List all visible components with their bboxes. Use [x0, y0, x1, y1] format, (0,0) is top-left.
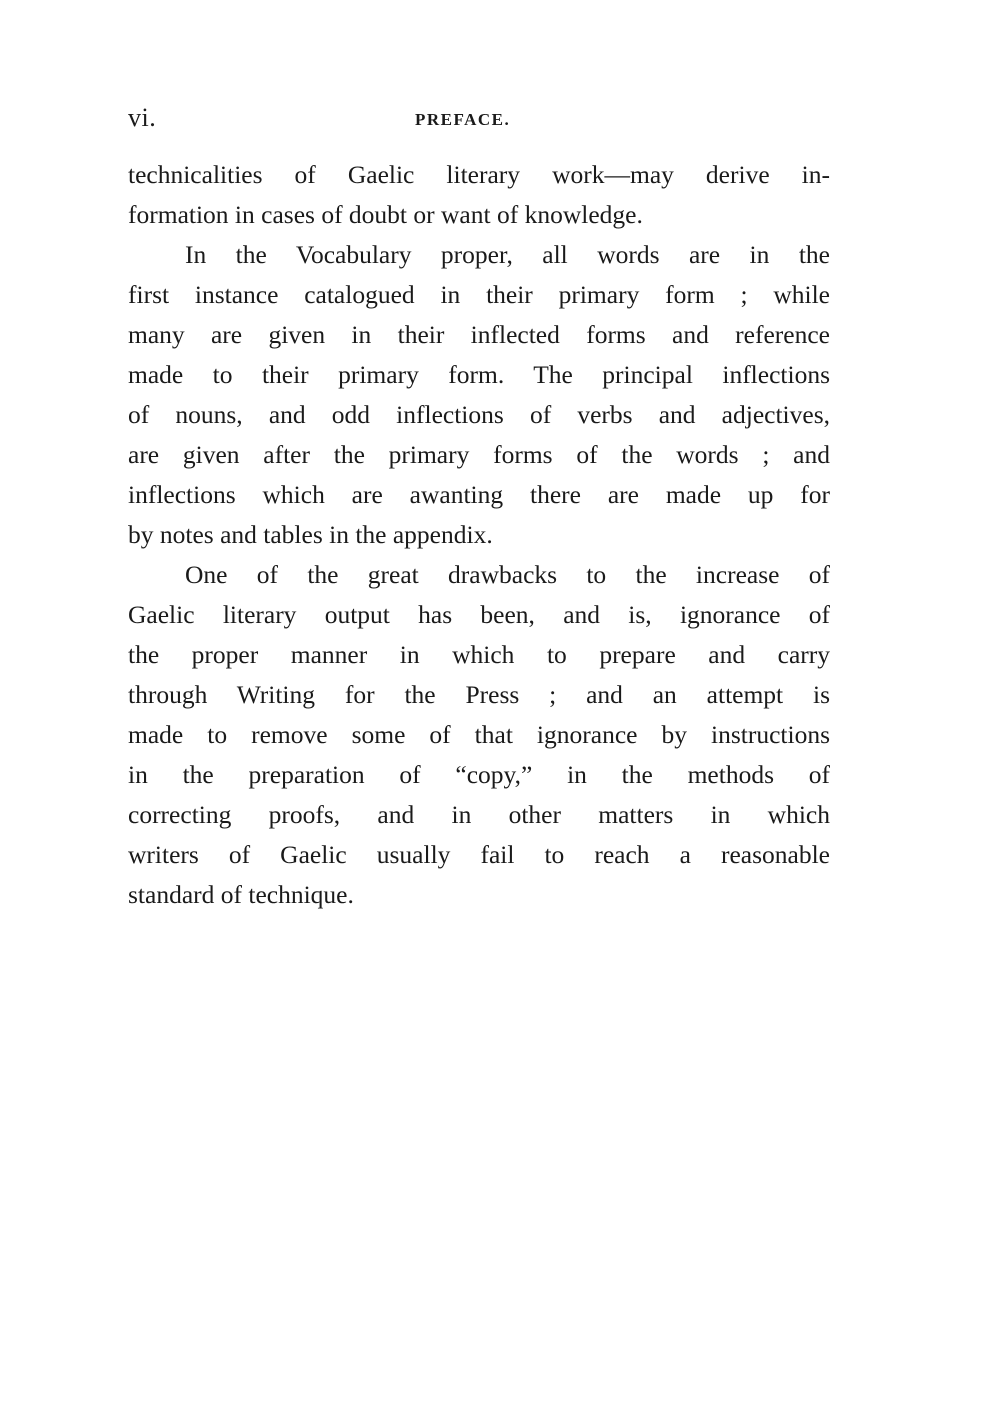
running-head	[128, 100, 830, 136]
text-line: standard of technique.	[128, 880, 354, 909]
text-line: made to their primary form. The principal inflections	[128, 360, 830, 389]
body-text	[128, 155, 830, 915]
text-line: correcting proofs, and in other matters in which	[128, 800, 830, 829]
text-line: are given after the primary forms of the words ; and	[128, 440, 830, 469]
text-line: inflections which are awanting there are made up for	[128, 480, 830, 509]
text-line: technicalities of Gaelic literary work—may derive in-	[128, 160, 830, 189]
running-title: PREFACE.	[415, 110, 511, 129]
text-line: by notes and tables in the appendix.	[128, 520, 493, 549]
text-line: writers of Gaelic usually fail to reach a reasonable	[128, 840, 830, 869]
paragraph-continuation	[128, 155, 830, 235]
text-line: in the preparation of “copy,” in the methods of	[128, 760, 830, 789]
text-line: first instance catalogued in their primary form ; while	[128, 280, 830, 309]
text-line: formation in cases of doubt or want of knowledge.	[128, 200, 643, 229]
text-line: of nouns, and odd inflections of verbs and adjectives,	[128, 400, 830, 429]
paragraph-drawbacks	[128, 555, 830, 915]
text-line: One of the great drawbacks to the increase of	[185, 560, 830, 589]
paragraph-vocabulary	[128, 235, 830, 555]
text-line: Gaelic literary output has been, and is, ignorance of	[128, 600, 830, 629]
page-number: vi.	[128, 103, 157, 132]
text-line: many are given in their inflected forms and reference	[128, 320, 830, 349]
text-line: the proper manner in which to prepare and carry	[128, 640, 830, 669]
text-line: through Writing for the Press ; and an attempt is	[128, 680, 830, 709]
text-line: made to remove some of that ignorance by instructions	[128, 720, 830, 749]
text-line: In the Vocabulary proper, all words are in the	[185, 240, 830, 269]
